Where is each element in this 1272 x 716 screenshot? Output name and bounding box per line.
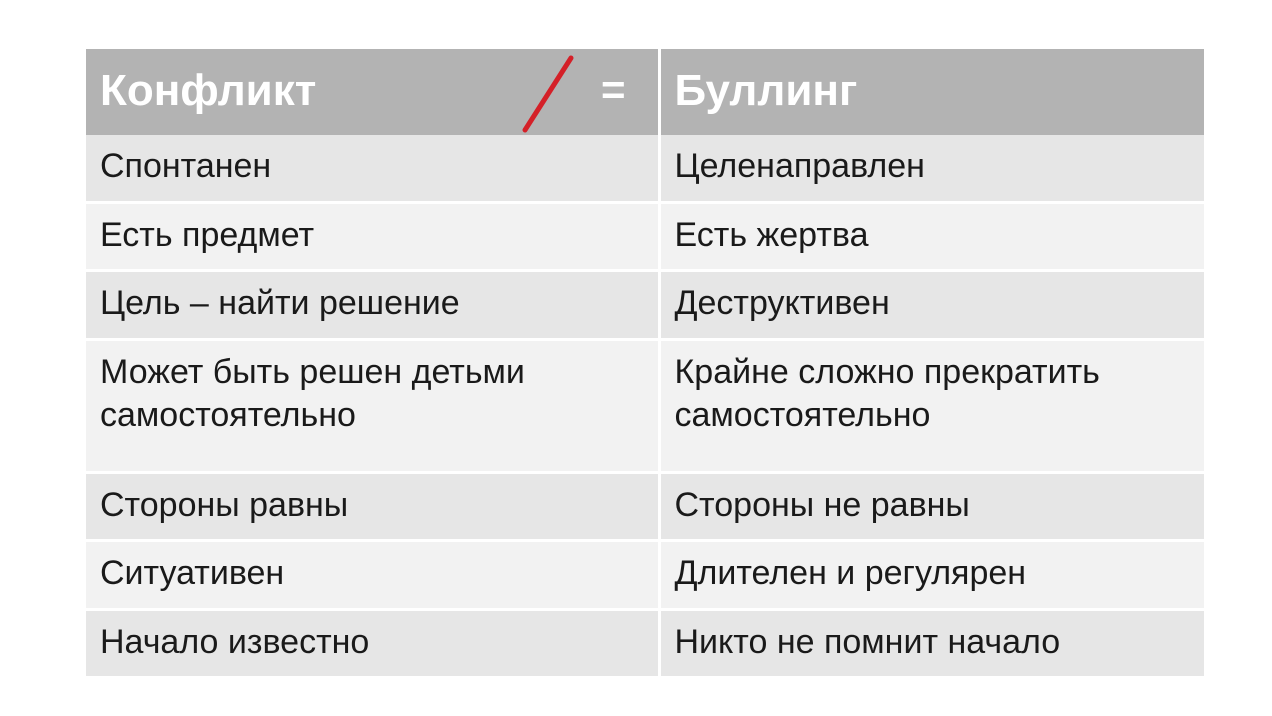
cell-bullying-3: Деструктивен: [659, 271, 1204, 340]
cell-bullying-5: Стороны не равны: [659, 472, 1204, 541]
comparison-table-container: [86, 49, 1204, 679]
cell-bullying-4: Крайне сложно прекратить самостоятельно: [659, 339, 1204, 472]
table-row: [86, 339, 1204, 472]
cell-bullying-6: Длителен и регулярен: [659, 541, 1204, 610]
cell-conflict-2: Есть предмет: [86, 202, 659, 271]
column-header-bullying: [659, 49, 1204, 135]
table-header-row: [86, 49, 1204, 135]
table-body: [86, 135, 1204, 678]
table-row: [86, 541, 1204, 610]
cell-conflict-6: Ситуативен: [86, 541, 659, 610]
comparison-table: [86, 49, 1204, 679]
table-row: [86, 202, 1204, 271]
cell-conflict-7: Начало известно: [86, 609, 659, 678]
cell-bullying-2: Есть жертва: [659, 202, 1204, 271]
cell-bullying-1: Целенаправлен: [659, 135, 1204, 202]
column-header-conflict-label: Конфликт: [100, 65, 317, 115]
table-row: [86, 609, 1204, 678]
cell-conflict-4: Может быть решен детьми самостоятельно: [86, 339, 659, 472]
table-row: [86, 271, 1204, 340]
cell-conflict-3: Цель – найти решение: [86, 271, 659, 340]
equals-sign: =: [600, 65, 626, 113]
table-row: [86, 135, 1204, 202]
cell-conflict-1: Спонтанен: [86, 135, 659, 202]
table-header: [86, 49, 1204, 135]
cell-conflict-5: Стороны равны: [86, 472, 659, 541]
table-row: [86, 472, 1204, 541]
cell-bullying-7: Никто не помнит начало: [659, 609, 1204, 678]
column-header-conflict: [86, 49, 659, 135]
column-header-bullying-label: Буллинг: [674, 65, 858, 115]
